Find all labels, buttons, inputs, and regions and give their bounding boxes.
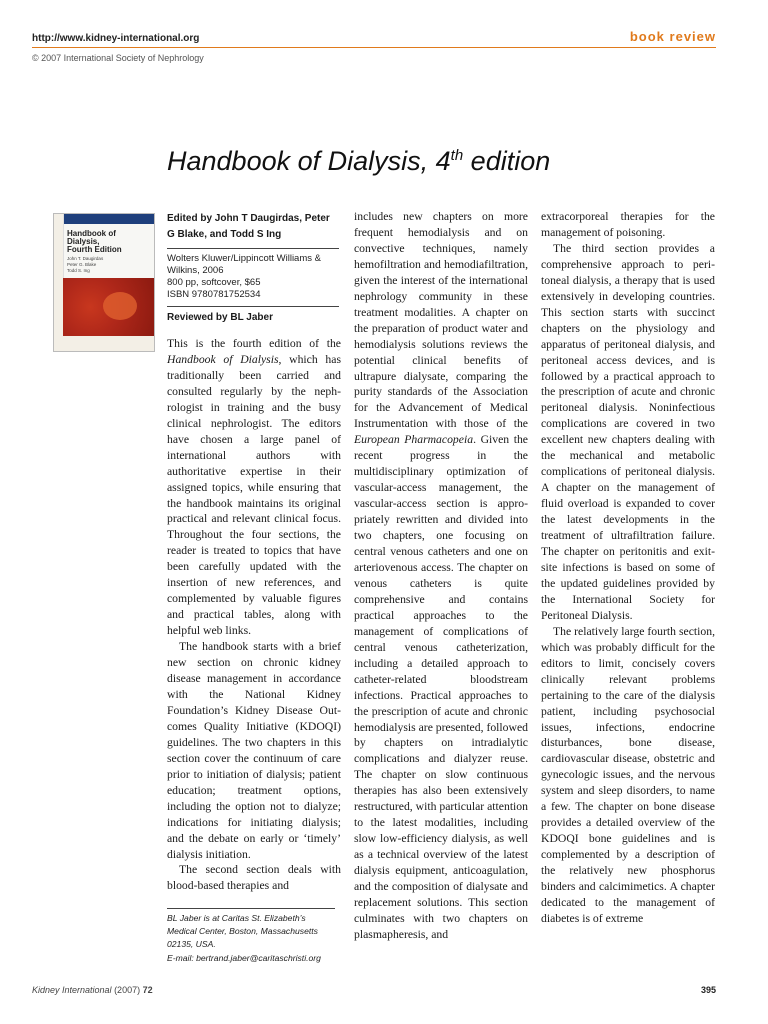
paragraph: [354, 209, 528, 943]
book-pages-price: 800 pp, softcover, $65: [167, 277, 261, 288]
text-run: includes new chapters on more frequent hemodialysis and on convective techniques, namely hemofiltration and hemodiafiltration, given the interest of the international nephrology community in these treatment modalities. A chapter on the preparation of product water and hemodialysis solutions reviews the potential clinical benefits of ultrapure dialysate, comparing the purity standards of the Association for the Advancement of Medical Instrumentation with those of the: [354, 210, 528, 431]
footer-journal: Kidney International: [32, 985, 112, 995]
article-title: [167, 146, 550, 177]
book-editors: Edited by John T Daugirdas, Peter G Blake, and Todd S Ing: [167, 213, 330, 240]
affiliation-line: 02135, USA.: [167, 939, 216, 950]
cover-top-band: [54, 214, 154, 224]
footer-citation: [32, 985, 153, 995]
cover-authors: [67, 256, 103, 274]
details-divider: [167, 306, 339, 307]
text-run: , which has traditionally been carried and consulted regularly by the nephrologist in training and the busy clinical nephrologist. The editors have chosen a large panel of international authors with authoritative expertise in their assigned topics, while ensuring that the handbook maintains its original practical and relevant clinical focus. Throughout the four sections, the reader is treated to topics that have been carefully updated with the insertion of new references, and complemented by valuable figures and practical tables, along with helpful web links.: [167, 352, 341, 638]
book-isbn: ISBN 9780781752534: [167, 289, 261, 300]
header-rule: [32, 47, 716, 48]
paragraph: extracorporeal therapies for the management of poisoning.: [541, 210, 715, 239]
affiliation-email[interactable]: E-mail: bertrand.jaber@caritaschristi.org: [167, 952, 321, 963]
cover-title-line: Handbook of: [67, 229, 116, 238]
reviewer-name: Reviewed by BL Jaber: [167, 312, 273, 323]
section-label: book review: [629, 29, 716, 44]
footer-volume: 72: [142, 985, 153, 995]
text-column-1: [167, 336, 341, 894]
cover-author: Todd S. Ing: [67, 268, 90, 273]
cover-title-line: Fourth Edition: [67, 245, 122, 254]
title-superscript: th: [450, 147, 464, 164]
page-number: 395: [700, 985, 716, 995]
paragraph: The third section provides a comprehensive approach to peritoneal dialysis, a therapy that is used extensively in developing countries. This section starts with succinct chapters on the physiology and apparatus of peritoneal dialysis, and peritoneal access devices, and is followed by a practical approach to the prescription of acute and chronic peritoneal dialysis. Noninfectious complications are covered in two excellent new chapters dealing with the mechanical and metabolic complications of peritoneal dialysis. A chapter on the management of fluid overload is expanded to cover the latest developments in the treatment of ultrafiltration failure. The chapter on peritonitis and exit-site infections is based on some of the updated guidelines provided by the International Society for Peritoneal Dialysis.: [541, 241, 715, 622]
cover-artwork: [63, 278, 154, 336]
cover-bottom-strip: [63, 336, 154, 351]
affiliation-rule: [167, 908, 335, 909]
cover-title-line: Dialysis,: [67, 237, 100, 246]
paragraph: The handbook starts with a brief new section on chronic kidney disease management in accordance with the National Kidney Foundation’s Kidney Disease Outcomes Quality Initiative (KDOQI) guidelines. The two chapters in this section cover the continuum of care prior to initiation of dialysis; patient education; treatment options, including the option not to dialyze; indications for initiating dialysis; and the debate on early or ‘timely’ dialysis initiation.: [167, 640, 341, 861]
paragraph: [167, 336, 341, 639]
text-column-2: [354, 209, 528, 943]
book-details: [167, 211, 339, 325]
text-run: . Given the recent progress in the multidisciplinary optimization of vascular-access management, the vascular-access section is appropriately rewritten and divided into two chapters, one focusing on central venous catheters and one on arteriovenous access. The chapter on venous catheters is quite comprehensive and contains practical approaches to the management of complications of central venous catheterization, including a detailed approach to catheter-related bloodstream infections. Practical approaches to the prescription of acute and chronic hemodialysis are presented, followed by chapters on intradialytic complications and dialyzer reuse. The chapter on slow continuous therapies has also been extensively restructured, with particular attention to the latest modalities, including slow low-efficiency dialysis, as well as a technical overview of the latest dialysis equipment, anticoagulation, and the composition of dialysate and replacement solutions. This section culminates with two chapters on plasmapheresis, and: [354, 433, 528, 941]
book-publisher: Wolters Kluwer/Lippincott Williams & Wilkins, 2006: [167, 253, 321, 276]
book-title-italic: Handbook of Dialysis: [167, 352, 279, 366]
title-rest: edition: [463, 146, 551, 176]
text-column-3: [541, 209, 715, 927]
book-cover-image: [53, 213, 155, 352]
affiliation-line: Medical Center, Boston, Massachusetts: [167, 926, 318, 937]
author-affiliation: [167, 912, 341, 965]
cover-author: Peter G. Blake: [67, 262, 97, 267]
text-run: This is the fourth edition of the: [167, 337, 341, 350]
cover-author: John T. Daugirdas: [67, 256, 104, 261]
title-main: Handbook of Dialysis, 4: [167, 146, 451, 176]
paragraph: The relatively large fourth section, which was probably difficult for the editors to limit, concisely covers clinically relevant problems pertaining to the care of the dialysis patient, including psychosocial issues, infections, endocrine disturbances, bone disease, cardiovascular disease, obstetric and gynecologic issues, and the nervous system and sleep disorders, to name a few. The chapter on bone disease provides a detailed overview of the KDOQI bone guidelines and is complemented by a description of the relatively new phosphorus binders and calcimimetics. A chapter dedicated to the management of diabetes is of extreme: [541, 624, 715, 925]
affiliation-line: BL Jaber is at Caritas St. Elizabeth’s: [167, 913, 306, 923]
footer-year: (2007): [111, 985, 143, 995]
cover-title: [67, 230, 122, 254]
journal-url[interactable]: http://www.kidney-international.org: [32, 33, 200, 44]
copyright-line: © 2007 International Society of Nephrology: [32, 53, 204, 63]
paragraph: The second section deals with blood-based therapies and: [167, 863, 341, 893]
details-divider: [167, 248, 339, 249]
reference-italic: European Pharmacopeia: [354, 433, 474, 447]
